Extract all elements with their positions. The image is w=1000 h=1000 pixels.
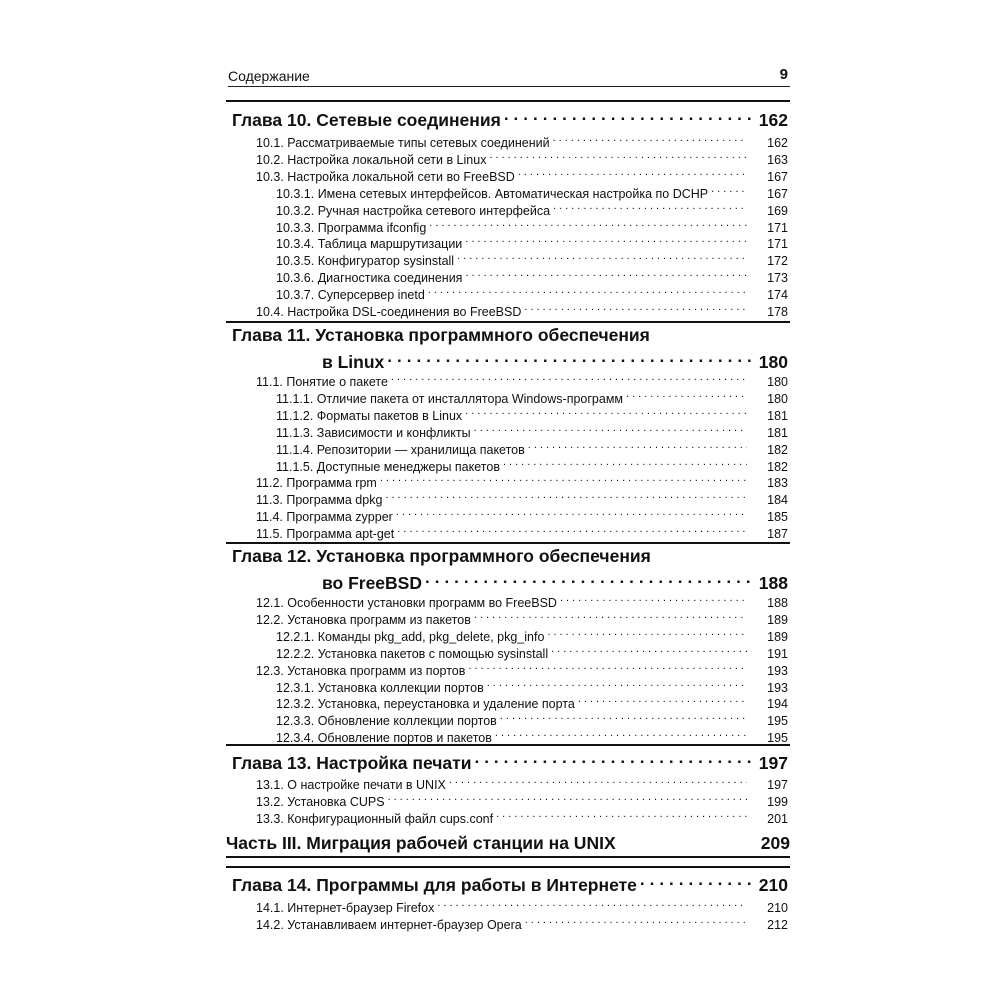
section-entry[interactable] bbox=[256, 299, 788, 319]
entry-page-number: 187 bbox=[767, 527, 788, 542]
subsection-entry[interactable] bbox=[276, 420, 788, 440]
entry-page-number: 174 bbox=[767, 288, 788, 303]
entry-page-number: 188 bbox=[767, 596, 788, 610]
entry-page-number: 195 bbox=[767, 731, 788, 746]
entry-title: 11.1. Понятие о пакете bbox=[256, 375, 388, 389]
entry-title: 14.1. Интернет-браузер Firefox bbox=[256, 901, 435, 915]
entry-page-number: 199 bbox=[767, 794, 788, 809]
entry-page-number: 171 bbox=[767, 237, 788, 252]
dot-leader bbox=[503, 454, 747, 471]
entry-title: 12.3.1. Установка коллекции портов bbox=[276, 680, 484, 695]
entry-title: 10.3.7. Суперсервер inetd bbox=[276, 288, 425, 303]
entry-page-number: 201 bbox=[767, 811, 788, 826]
dot-leader bbox=[553, 198, 747, 215]
entry-page-number: 178 bbox=[767, 305, 788, 319]
dot-leader bbox=[396, 504, 747, 521]
dot-leader bbox=[388, 789, 747, 806]
entry-title: 10.3.2. Ручная настройка сетевого интерфейса bbox=[276, 203, 551, 218]
subsection-entry[interactable] bbox=[276, 282, 788, 303]
dot-leader bbox=[553, 130, 747, 147]
section-entry[interactable] bbox=[256, 369, 788, 389]
chapter-page-number: 180 bbox=[758, 352, 788, 372]
chapter-page-number: 162 bbox=[758, 110, 788, 130]
entry-page-number: 181 bbox=[767, 408, 788, 423]
entry-title: 11.1.1. Отличие пакета от инсталлятора Windows-программ bbox=[276, 391, 624, 406]
section-entry[interactable] bbox=[256, 504, 788, 525]
section-entry[interactable] bbox=[256, 521, 788, 542]
subsection-entry[interactable] bbox=[276, 231, 788, 252]
dot-leader bbox=[489, 147, 747, 164]
chapter-title-line[interactable]: Глава 12. Установка программного обеспечения bbox=[232, 546, 651, 566]
dot-leader bbox=[391, 369, 747, 386]
entry-title: 13.3. Конфигурационный файл cups.conf bbox=[256, 811, 494, 826]
chapter-title: Глава 10. Сетевые соединения bbox=[232, 110, 501, 130]
subsection-entry[interactable] bbox=[276, 403, 788, 423]
chapter-page-number: 188 bbox=[758, 573, 788, 593]
entry-title: 14.2. Устанавливаем интернет-браузер Opera bbox=[256, 917, 522, 932]
entry-title: 11.1.2. Форматы пакетов в Linux bbox=[276, 408, 463, 423]
chapter-page-number: 210 bbox=[758, 875, 788, 895]
entry-page-number: 173 bbox=[767, 271, 788, 286]
subsection-entry[interactable] bbox=[276, 624, 788, 644]
entry-title: 10.2. Настройка локальной сети в Linux bbox=[256, 152, 487, 167]
dot-leader bbox=[524, 299, 747, 316]
entry-page-number: 189 bbox=[767, 612, 788, 627]
running-header-title: Содержание bbox=[228, 68, 310, 84]
chapter-rule bbox=[226, 321, 790, 323]
subsection-entry[interactable] bbox=[276, 437, 788, 457]
entry-page-number: 194 bbox=[767, 697, 788, 712]
entry-page-number: 191 bbox=[767, 646, 788, 661]
dot-leader bbox=[387, 346, 756, 368]
entry-page-number: 167 bbox=[767, 169, 788, 184]
chapter-title: Глава 13. Настройка печати bbox=[232, 753, 472, 773]
dot-leader bbox=[474, 420, 747, 437]
entry-page-number: 180 bbox=[767, 391, 788, 406]
entry-title: 11.2. Программа rpm bbox=[256, 476, 377, 491]
section-entry[interactable] bbox=[256, 470, 788, 491]
entry-title: 12.2.1. Команды pkg_add, pkg_delete, pkg_info bbox=[276, 629, 545, 644]
chapter-heading[interactable] bbox=[232, 869, 788, 895]
subsection-entry[interactable] bbox=[276, 454, 788, 474]
entry-title: 11.4. Программа zypper bbox=[256, 510, 393, 525]
dot-leader bbox=[437, 895, 747, 912]
entry-title: 12.1. Особенности установки программ во FreeBSD bbox=[256, 596, 557, 610]
entry-page-number: 171 bbox=[767, 220, 788, 235]
entry-page-number: 181 bbox=[767, 425, 788, 440]
dot-leader bbox=[428, 282, 747, 299]
entry-title: 11.1.4. Репозитории — хранилища пакетов bbox=[276, 442, 525, 457]
section-entry[interactable] bbox=[256, 806, 788, 826]
subsection-entry[interactable] bbox=[276, 641, 788, 661]
chapter-page-number: 197 bbox=[758, 753, 788, 773]
entry-title: 12.2. Установка программ из пакетов bbox=[256, 612, 471, 627]
entry-title: 10.1. Рассматриваемые типы сетевых соединений bbox=[256, 136, 550, 150]
entry-title: 11.1.3. Зависимости и конфликты bbox=[276, 425, 471, 440]
dot-leader bbox=[528, 437, 747, 454]
entry-page-number: 163 bbox=[767, 152, 788, 167]
dot-leader bbox=[500, 708, 747, 725]
dot-leader bbox=[525, 912, 747, 929]
dot-leader bbox=[578, 691, 747, 708]
section-entry[interactable] bbox=[256, 772, 788, 792]
entry-title: 11.5. Программа apt-get bbox=[256, 527, 395, 542]
part-heading[interactable] bbox=[226, 832, 790, 858]
chapter-heading[interactable] bbox=[322, 346, 788, 372]
entry-page-number: 212 bbox=[767, 917, 788, 932]
dot-leader bbox=[425, 567, 756, 589]
entry-page-number: 167 bbox=[767, 186, 788, 201]
chapter-rule bbox=[226, 100, 790, 102]
entry-page-number: 183 bbox=[767, 476, 788, 491]
subsection-entry[interactable] bbox=[276, 215, 788, 235]
dot-leader bbox=[640, 869, 756, 891]
dot-leader bbox=[457, 248, 747, 265]
entry-title: 10.3.1. Имена сетевых интерфейсов. Автоматическая настройка по DCHP bbox=[276, 186, 709, 201]
dot-leader bbox=[711, 181, 747, 198]
entry-page-number: 184 bbox=[767, 493, 788, 508]
entry-title: 13.2. Установка CUPS bbox=[256, 794, 385, 809]
entry-page-number: 169 bbox=[767, 203, 788, 218]
dot-leader bbox=[560, 590, 747, 607]
part-title: Часть III. Миграция рабочей станции на UNIX bbox=[226, 833, 616, 853]
entry-title: 11.3. Программа dpkg bbox=[256, 493, 383, 508]
dot-leader bbox=[474, 607, 747, 624]
entry-page-number: 195 bbox=[767, 714, 788, 729]
chapter-title: Глава 14. Программы для работы в Интернете bbox=[232, 875, 637, 895]
part-page-number: 209 bbox=[760, 833, 790, 853]
entry-page-number: 182 bbox=[767, 442, 788, 457]
entry-title: 12.3.4. Обновление портов и пакетов bbox=[276, 731, 492, 746]
section-entry[interactable] bbox=[256, 789, 788, 809]
subsection-entry[interactable] bbox=[276, 708, 788, 729]
entry-title: 10.3.3. Программа ifconfig bbox=[276, 220, 427, 235]
entry-page-number: 197 bbox=[767, 778, 788, 792]
entry-title: 12.3.3. Обновление коллекции портов bbox=[276, 714, 497, 729]
section-entry[interactable] bbox=[256, 164, 788, 184]
entry-title: 10.3.6. Диагностика соединения bbox=[276, 271, 463, 286]
running-header bbox=[228, 66, 790, 87]
subsection-entry[interactable] bbox=[276, 675, 788, 695]
dot-leader bbox=[547, 624, 747, 641]
entry-title: 10.4. Настройка DSL-соединения во FreeBSD bbox=[256, 305, 522, 319]
entry-title: 10.3.4. Таблица маршрутизации bbox=[276, 237, 463, 252]
section-entry[interactable] bbox=[256, 590, 788, 610]
dot-leader bbox=[487, 675, 747, 692]
section-entry[interactable] bbox=[256, 607, 788, 627]
chapter-rule bbox=[226, 744, 790, 746]
chapter-title-line[interactable]: Глава 11. Установка программного обеспечения bbox=[232, 325, 650, 345]
entry-page-number: 182 bbox=[767, 459, 788, 474]
chapter-heading[interactable] bbox=[322, 567, 788, 593]
subsection-entry[interactable] bbox=[276, 265, 788, 286]
dot-leader bbox=[465, 403, 747, 420]
entry-page-number: 193 bbox=[767, 680, 788, 695]
dot-leader bbox=[397, 521, 747, 538]
chapter-heading[interactable] bbox=[232, 104, 788, 130]
dot-leader bbox=[380, 470, 747, 487]
chapter-heading[interactable] bbox=[232, 747, 788, 773]
subsection-entry[interactable] bbox=[276, 691, 788, 712]
dot-leader bbox=[385, 487, 747, 504]
dot-leader bbox=[551, 641, 747, 658]
entry-page-number: 185 bbox=[767, 510, 788, 525]
entry-page-number: 210 bbox=[767, 901, 788, 915]
dot-leader bbox=[468, 658, 747, 675]
entry-page-number: 172 bbox=[767, 254, 788, 269]
subsection-entry[interactable] bbox=[276, 181, 788, 201]
dot-leader bbox=[474, 747, 755, 769]
chapter-rule bbox=[226, 866, 790, 868]
dot-leader bbox=[504, 104, 756, 126]
section-entry[interactable] bbox=[256, 912, 788, 932]
entry-page-number: 162 bbox=[767, 136, 788, 150]
entry-title: 10.3.5. Конфигуратор sysinstall bbox=[276, 254, 455, 269]
entry-title: 10.3. Настройка локальной сети во FreeBSD bbox=[256, 169, 515, 184]
dot-leader bbox=[465, 231, 747, 248]
subsection-entry[interactable] bbox=[276, 725, 788, 746]
dot-leader bbox=[496, 806, 747, 823]
entry-title: 13.1. О настройке печати в UNIX bbox=[256, 778, 446, 792]
subsection-entry[interactable] bbox=[276, 248, 788, 269]
section-entry[interactable] bbox=[256, 658, 788, 678]
section-entry[interactable] bbox=[256, 147, 788, 167]
entry-page-number: 180 bbox=[767, 375, 788, 389]
dot-leader bbox=[518, 164, 747, 181]
dot-leader bbox=[626, 386, 747, 403]
entry-title: 12.2.2. Установка пакетов с помощью sysinstall bbox=[276, 646, 549, 661]
dot-leader bbox=[449, 772, 747, 789]
dot-leader bbox=[429, 215, 747, 232]
entry-title: 12.3. Установка программ из портов bbox=[256, 663, 466, 678]
entry-page-number: 189 bbox=[767, 629, 788, 644]
entry-page-number: 193 bbox=[767, 663, 788, 678]
subsection-entry[interactable] bbox=[276, 198, 788, 218]
page-number: 9 bbox=[779, 66, 788, 83]
subsection-entry[interactable] bbox=[276, 386, 788, 406]
chapter-title: в Linux bbox=[322, 352, 385, 372]
entry-title: 12.3.2. Установка, переустановка и удаление порта bbox=[276, 697, 575, 712]
section-entry[interactable] bbox=[256, 895, 788, 915]
dot-leader bbox=[495, 725, 747, 742]
dot-leader bbox=[465, 265, 747, 282]
section-entry[interactable] bbox=[256, 130, 788, 150]
chapter-rule bbox=[226, 542, 790, 544]
entry-title: 11.1.5. Доступные менеджеры пакетов bbox=[276, 459, 500, 474]
section-entry[interactable] bbox=[256, 487, 788, 508]
chapter-title: во FreeBSD bbox=[322, 573, 422, 593]
